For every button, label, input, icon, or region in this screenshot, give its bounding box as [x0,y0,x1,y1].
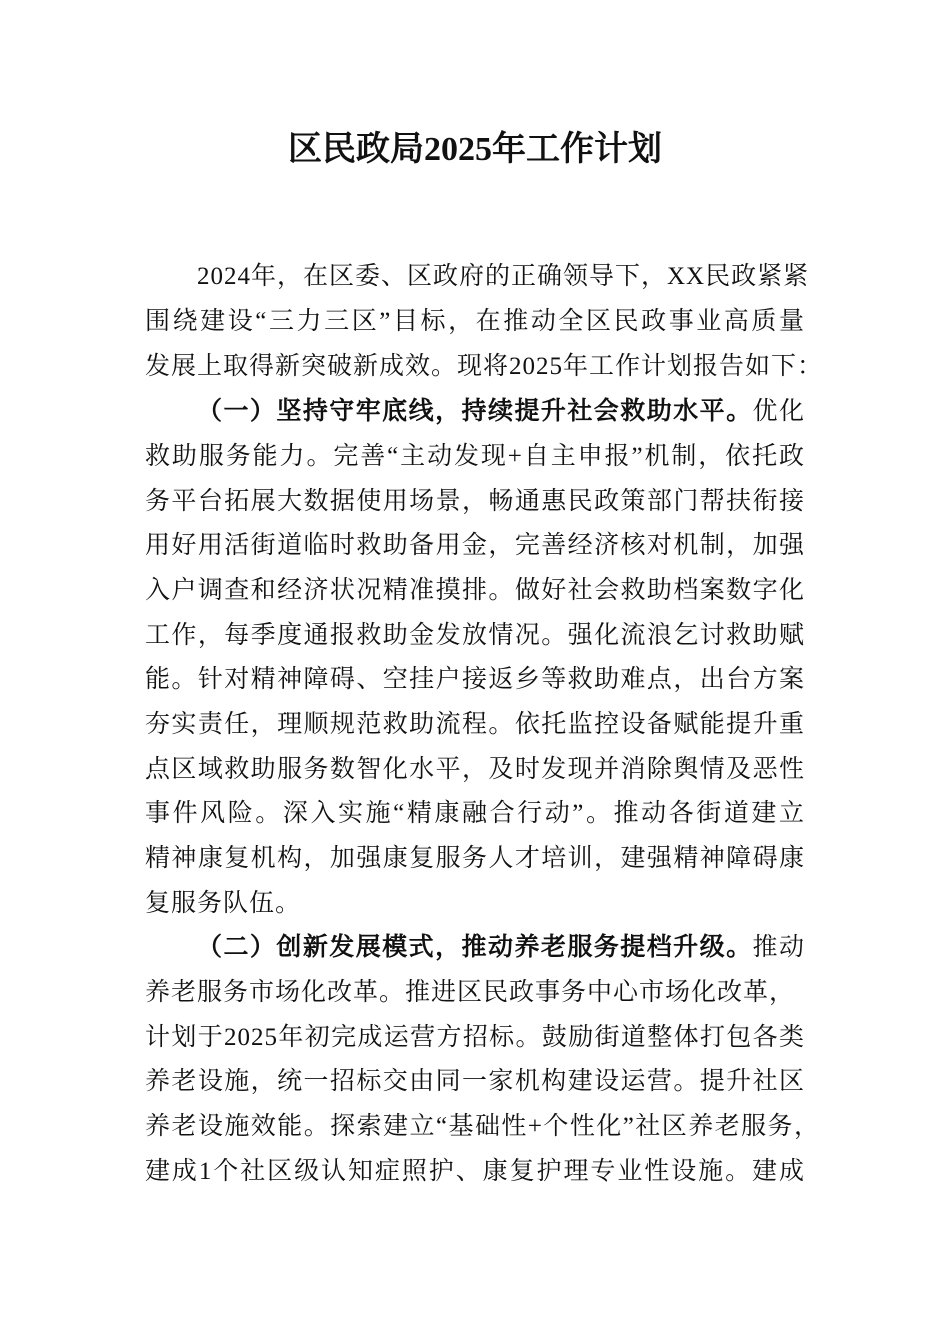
text-line: 用好用活街道临时救助备用金，完善经济核对机制，加强 [145,532,805,559]
text-line: 点区域救助服务数智化水平，及时发现并消除舆情及恶性 [145,756,805,783]
text-line: 建成1个社区级认知症照护、康复护理专业性设施。建成 [145,1158,805,1185]
section-heading-line [197,926,805,970]
document-title: 区民政局2025年工作计划 [288,131,662,168]
text-fragment: 推动 [752,934,805,961]
text-line: 养老设施，统一招标交由同一家机构建设运营。提升社区 [145,1068,805,1095]
text-line: 能。针对精神障碍、空挂户接返乡等救助难点，出台方案 [145,666,805,693]
text-line: 发展上取得新突破新成效。现将2025年工作计划报告如下： [145,353,824,380]
text-line: 计划于2025年初完成运营方招标。鼓励街道整体打包各类 [145,1024,805,1051]
text-line: 救助服务能力。完善“主动发现+自主申报”机制，依托政 [145,443,805,470]
section-heading-line [197,390,805,434]
text-line: 2024年，在区委、区政府的正确领导下，XX民政紧紧 [197,263,810,290]
text-line: 务平台拓展大数据使用场景，畅通惠民政策部门帮扶衔接 [145,488,805,515]
section-heading: （二）创新发展模式，推动养老服务提档升级。 [197,934,753,961]
text-line: 事件风险。深入实施“精康融合行动”。推动各街道建立 [145,800,805,827]
text-line: 养老服务市场化改革。推进区民政事务中心市场化改革， [145,979,796,1006]
text-fragment: 优化 [752,398,805,425]
section-heading: （一）坚持守牢底线，持续提升社会救助水平。 [197,398,753,425]
text-line: 工作，每季度通报救助金发放情况。强化流浪乞讨救助赋 [145,622,805,649]
text-line: 夯实责任，理顺规范救助流程。依托监控设备赋能提升重 [145,711,805,738]
text-line: 围绕建设“三力三区”目标，在推动全区民政事业高质量 [145,308,805,335]
text-line: 养老设施效能。探索建立“基础性+个性化”社区养老服务， [145,1113,820,1140]
text-line: 精神康复机构，加强康复服务人才培训，建强精神障碍康 [145,845,805,872]
text-line: 入户调查和经济状况精准摸排。做好社会救助档案数字化 [145,577,805,604]
text-line: 复服务队伍。 [145,890,302,917]
